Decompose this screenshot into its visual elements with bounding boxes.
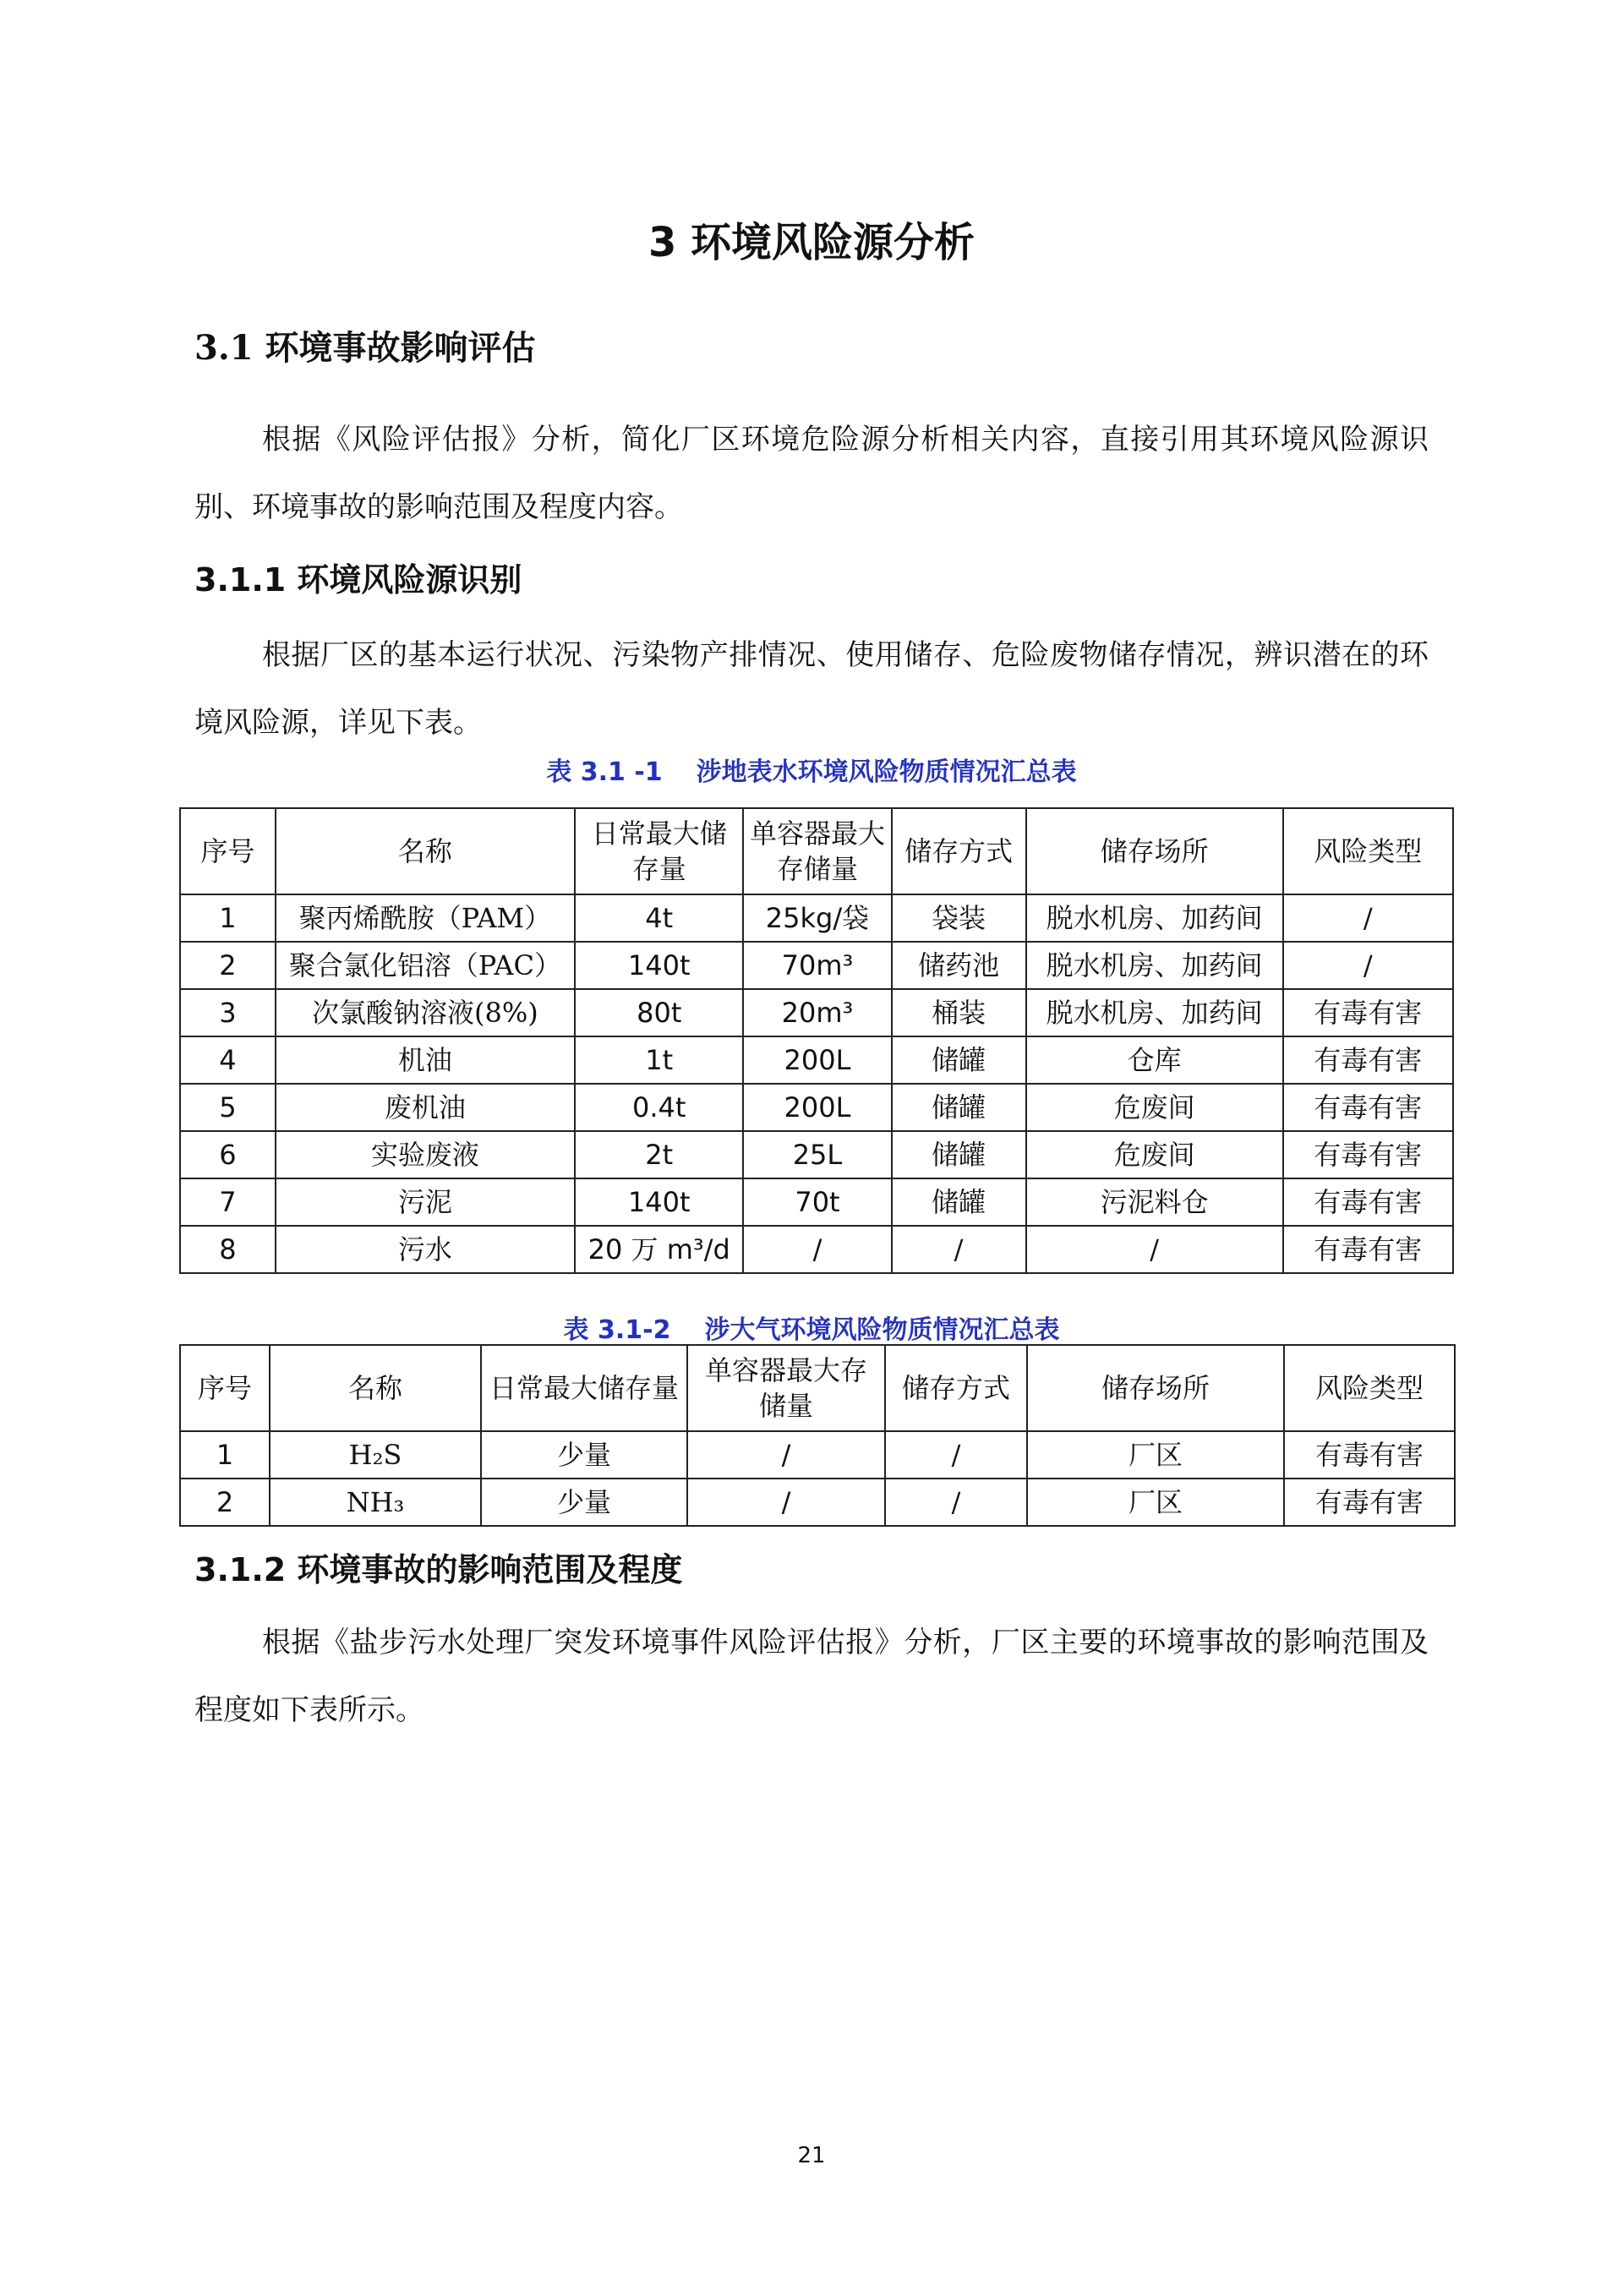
table-cell: 2t bbox=[575, 1131, 743, 1178]
column-header: 单容器最大存储量 bbox=[687, 1345, 885, 1431]
table-row bbox=[180, 989, 1453, 1036]
table-cell: 有毒有害 bbox=[1284, 1479, 1455, 1526]
table-cell: 脱水机房、加药间 bbox=[1026, 942, 1283, 989]
table-cell: / bbox=[687, 1431, 885, 1479]
column-header: 风险类型 bbox=[1283, 808, 1453, 894]
table-cell: / bbox=[1283, 894, 1453, 942]
table1-caption-title: 涉地表水环境风险物质情况汇总表 bbox=[696, 757, 1077, 787]
risk-substance-table-surface-water bbox=[179, 807, 1454, 1274]
table-cell: / bbox=[885, 1431, 1027, 1479]
table-cell: 聚合氯化铝溶（PAC） bbox=[276, 942, 575, 989]
table-row bbox=[180, 942, 1453, 989]
table-cell: 污泥料仓 bbox=[1026, 1178, 1283, 1226]
table-cell: 储罐 bbox=[892, 1084, 1026, 1131]
table-row bbox=[180, 894, 1453, 942]
table-row bbox=[180, 1479, 1455, 1526]
table-cell: 2 bbox=[180, 942, 276, 989]
column-header: 名称 bbox=[270, 1345, 481, 1431]
table-cell: 少量 bbox=[481, 1431, 687, 1479]
chapter-title: 3 环境风险源分析 bbox=[648, 219, 975, 266]
table-cell: 6 bbox=[180, 1131, 276, 1178]
table-cell: 0.4t bbox=[575, 1084, 743, 1131]
table-cell: 5 bbox=[180, 1084, 276, 1131]
table-cell: 4t bbox=[575, 894, 743, 942]
table-cell: 实验废液 bbox=[276, 1131, 575, 1178]
table-cell: 储药池 bbox=[892, 942, 1026, 989]
risk-substance-table-atmosphere bbox=[179, 1344, 1456, 1527]
column-header: 储存方式 bbox=[885, 1345, 1027, 1431]
table-cell: 储罐 bbox=[892, 1131, 1026, 1178]
table-cell: 1 bbox=[180, 1431, 270, 1479]
column-header: 储存场所 bbox=[1027, 1345, 1284, 1431]
section-heading-3-1-1: 3.1.1 环境风险源识别 bbox=[194, 561, 522, 599]
table-cell: 有毒有害 bbox=[1283, 1036, 1453, 1084]
table-cell: H₂S bbox=[270, 1431, 481, 1479]
table-header-row bbox=[180, 808, 1453, 894]
table-cell: / bbox=[687, 1479, 885, 1526]
table-cell: 脱水机房、加药间 bbox=[1026, 989, 1283, 1036]
column-header: 储存场所 bbox=[1026, 808, 1283, 894]
table-cell: 80t bbox=[575, 989, 743, 1036]
table-cell: 污泥 bbox=[276, 1178, 575, 1226]
table-cell: 140t bbox=[575, 942, 743, 989]
table2-caption-number: 表 3.1-2 bbox=[563, 1315, 671, 1345]
table-cell: 脱水机房、加药间 bbox=[1026, 894, 1283, 942]
table1-caption bbox=[0, 751, 1623, 788]
table-cell: 有毒有害 bbox=[1283, 1226, 1453, 1273]
table-cell: 70t bbox=[743, 1178, 891, 1226]
column-header: 储存方式 bbox=[892, 808, 1026, 894]
table-cell: / bbox=[892, 1226, 1026, 1273]
table-cell: 次氯酸钠溶液(8%) bbox=[276, 989, 575, 1036]
table-row bbox=[180, 1084, 1453, 1131]
table-row bbox=[180, 1431, 1455, 1479]
table-cell: 70m³ bbox=[743, 942, 891, 989]
table-cell: / bbox=[1026, 1226, 1283, 1273]
table-cell: 仓库 bbox=[1026, 1036, 1283, 1084]
table-cell: 8 bbox=[180, 1226, 276, 1273]
table-cell: 3 bbox=[180, 989, 276, 1036]
table2-caption bbox=[0, 1309, 1623, 1346]
table-cell: 桶装 bbox=[892, 989, 1026, 1036]
section-3-1-2-paragraph: 根据《盐步污水处理厂突发环境事件风险评估报》分析，厂区主要的环境事故的影响范围及程度如下表所示。 bbox=[194, 1626, 1429, 1727]
table-cell: 有毒有害 bbox=[1283, 1178, 1453, 1226]
table-cell: 有毒有害 bbox=[1284, 1431, 1455, 1479]
section-heading-3-1-2: 3.1.2 环境事故的影响范围及程度 bbox=[194, 1551, 683, 1588]
table-cell: 20 万 m³/d bbox=[575, 1226, 743, 1273]
column-header: 日常最大储存量 bbox=[481, 1345, 687, 1431]
table-cell: 袋装 bbox=[892, 894, 1026, 942]
table-row bbox=[180, 1131, 1453, 1178]
column-header: 序号 bbox=[180, 808, 276, 894]
table-cell: 1t bbox=[575, 1036, 743, 1084]
table-cell: 机油 bbox=[276, 1036, 575, 1084]
table-cell: 140t bbox=[575, 1178, 743, 1226]
table-cell: 1 bbox=[180, 894, 276, 942]
table-cell: / bbox=[1283, 942, 1453, 989]
table-cell: 20m³ bbox=[743, 989, 891, 1036]
table-cell: / bbox=[743, 1226, 891, 1273]
table-cell: / bbox=[885, 1479, 1027, 1526]
table-cell: 有毒有害 bbox=[1283, 1084, 1453, 1131]
table-cell: 有毒有害 bbox=[1283, 989, 1453, 1036]
table-row bbox=[180, 1178, 1453, 1226]
table-cell: 25kg/袋 bbox=[743, 894, 891, 942]
table-cell: 2 bbox=[180, 1479, 270, 1526]
table-cell: 少量 bbox=[481, 1479, 687, 1526]
table-cell: NH₃ bbox=[270, 1479, 481, 1526]
table-cell: 7 bbox=[180, 1178, 276, 1226]
table2-caption-title: 涉大气环境风险物质情况汇总表 bbox=[704, 1315, 1060, 1345]
table-cell: 废机油 bbox=[276, 1084, 575, 1131]
table-cell: 200L bbox=[743, 1084, 891, 1131]
table-cell: 污水 bbox=[276, 1226, 575, 1273]
table-cell: 4 bbox=[180, 1036, 276, 1084]
section-heading-3-1: 3.1 环境事故影响评估 bbox=[194, 328, 536, 368]
column-header: 序号 bbox=[180, 1345, 270, 1431]
table-cell: 储罐 bbox=[892, 1036, 1026, 1084]
table-cell: 聚丙烯酰胺（PAM） bbox=[276, 894, 575, 942]
table-cell: 储罐 bbox=[892, 1178, 1026, 1226]
column-header: 日常最大储存量 bbox=[575, 808, 743, 894]
section-3-1-1-paragraph: 根据厂区的基本运行状况、污染物产排情况、使用储存、危险废物储存情况，辨识潜在的环境风险源，详见下表。 bbox=[194, 638, 1429, 740]
table-cell: 厂区 bbox=[1027, 1479, 1284, 1526]
column-header: 风险类型 bbox=[1284, 1345, 1455, 1431]
table-cell: 危废间 bbox=[1026, 1084, 1283, 1131]
table-cell: 厂区 bbox=[1027, 1431, 1284, 1479]
table-cell: 200L bbox=[743, 1036, 891, 1084]
page-number: 21 bbox=[797, 2143, 826, 2168]
section-3-1-paragraph: 根据《风险评估报》分析，简化厂区环境危险源分析相关内容，直接引用其环境风险源识别、环境事故的影响范围及程度内容。 bbox=[194, 423, 1429, 524]
table-row bbox=[180, 1226, 1453, 1273]
table-cell: 25L bbox=[743, 1131, 891, 1178]
table-cell: 有毒有害 bbox=[1283, 1131, 1453, 1178]
table-cell: 危废间 bbox=[1026, 1131, 1283, 1178]
column-header: 名称 bbox=[276, 808, 575, 894]
table-row bbox=[180, 1036, 1453, 1084]
table1-caption-number: 表 3.1 -1 bbox=[546, 757, 663, 787]
table-header-row bbox=[180, 1345, 1455, 1431]
column-header: 单容器最大存储量 bbox=[743, 808, 891, 894]
